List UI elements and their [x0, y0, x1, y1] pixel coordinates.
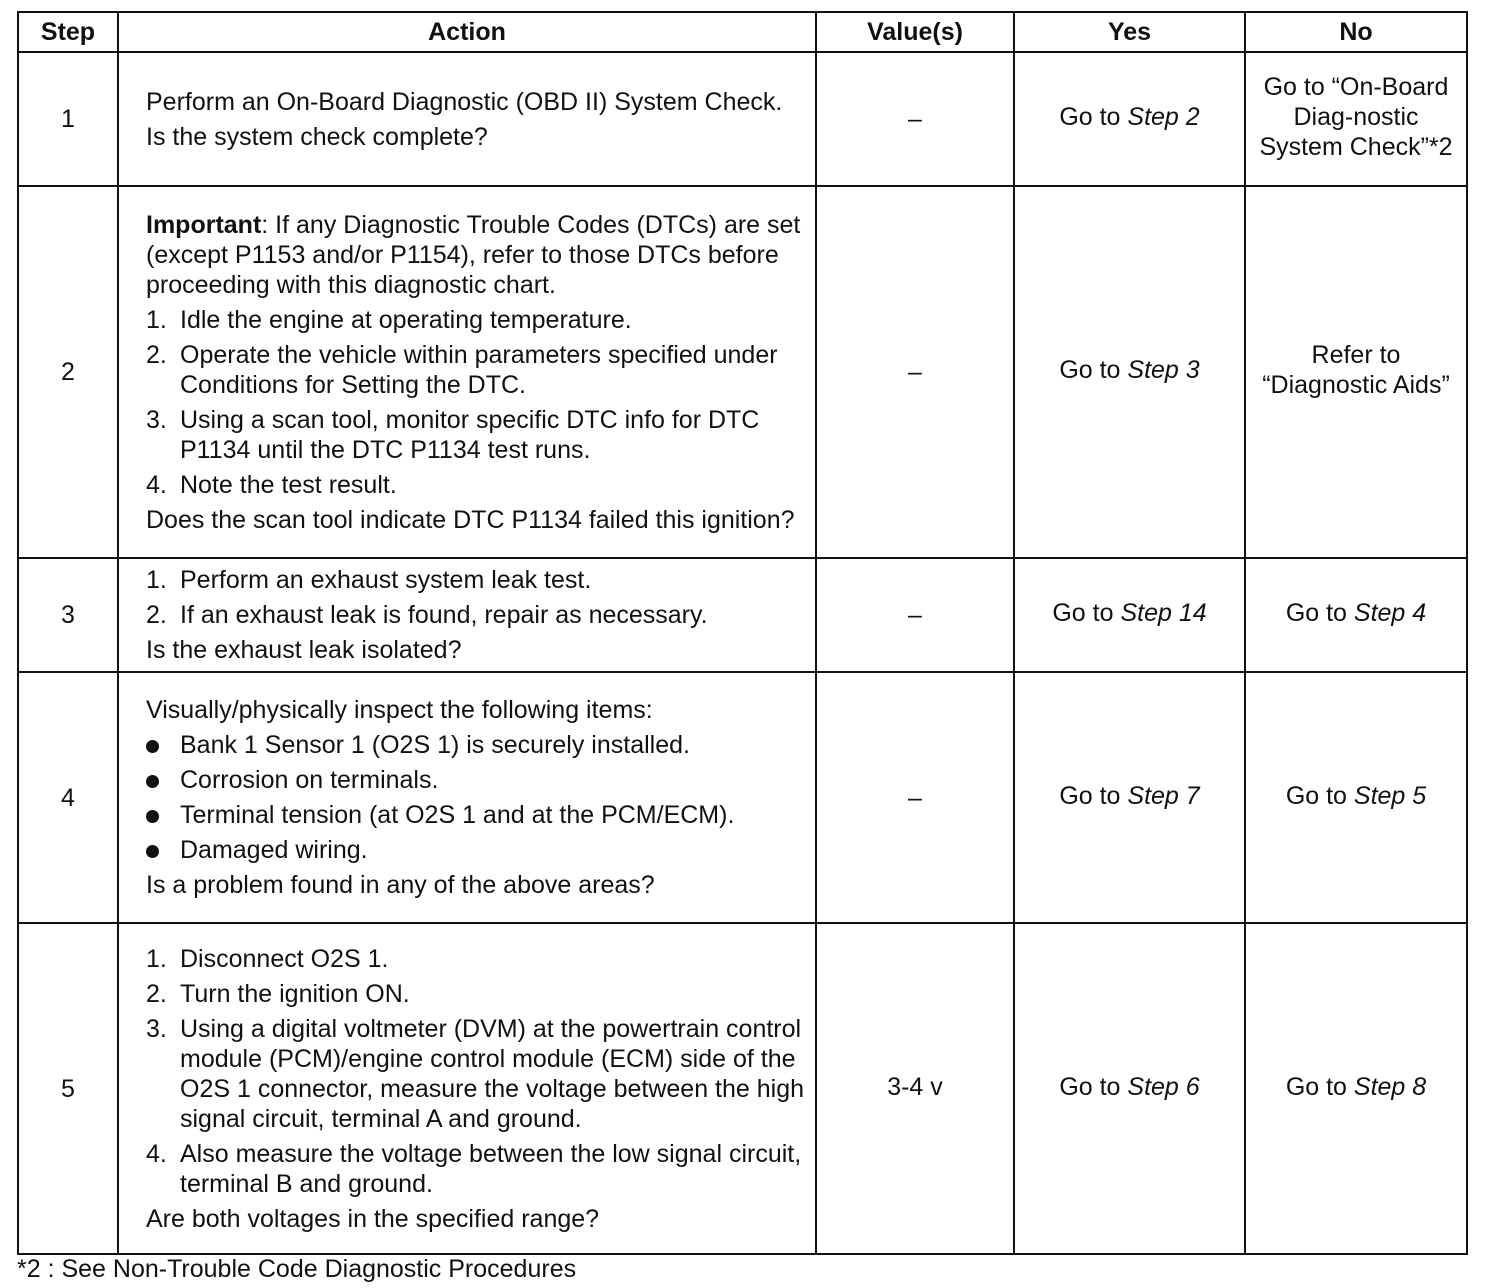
no-step-link: Step 5	[1353, 781, 1427, 810]
list-item	[146, 405, 805, 465]
no-cell	[1245, 186, 1467, 558]
action-intro: Perform an On-Board Diagnostic (OBD II) System Check.	[146, 87, 783, 116]
yes-step-link: Step 7	[1127, 781, 1200, 810]
no-step-link: Step 4	[1353, 599, 1427, 627]
item-text: Corrosion on terminals.	[180, 766, 439, 794]
list-item	[146, 835, 805, 865]
item-text: Turn the ignition ON.	[180, 979, 410, 1008]
no-prefix: Go to	[1285, 1072, 1354, 1101]
item-text: Note the test result.	[180, 470, 397, 499]
important-text: : If any Diagnostic Trouble Codes (DTCs) are set (except P1153 and/or P1154), refer to those DTCs before proceeding with this diagnostic chart.	[146, 210, 801, 299]
action-question: Is the system check complete?	[146, 122, 488, 151]
diagnostic-table	[17, 11, 1468, 1255]
list-item	[146, 470, 805, 500]
yes-cell	[1014, 186, 1245, 558]
item-text: Disconnect O2S 1.	[180, 944, 389, 973]
step-number: 2	[18, 186, 118, 558]
step-number: 3	[18, 558, 118, 672]
item-number: 4.	[146, 1139, 167, 1168]
item-text: Terminal tension (at O2S 1 and at the PCM/ECM).	[180, 801, 735, 829]
no-prefix: Go to	[1285, 599, 1354, 627]
action-cell	[118, 923, 816, 1254]
action-question: Are both voltages in the specified range?	[146, 1204, 600, 1233]
action-cell	[118, 52, 816, 186]
yes-prefix: Go to	[1059, 356, 1128, 384]
item-text: Using a scan tool, monitor specific DTC info for DTC P1134 until the DTC P1134 test runs.	[180, 405, 760, 464]
item-text: Perform an exhaust system leak test.	[180, 566, 592, 594]
no-cell	[1245, 52, 1467, 186]
list-item	[146, 944, 805, 974]
header-no: No	[1245, 12, 1467, 52]
yes-step-link: Step 6	[1127, 1072, 1200, 1101]
yes-cell	[1014, 558, 1245, 672]
value-cell: –	[816, 672, 1014, 923]
yes-step-link: Step 14	[1120, 599, 1207, 627]
item-number: 2.	[146, 340, 167, 369]
list-item	[146, 340, 805, 400]
no-cell	[1245, 672, 1467, 923]
step-number: 4	[18, 672, 118, 923]
list-item	[146, 979, 805, 1009]
list-item	[146, 730, 805, 760]
yes-cell	[1014, 923, 1245, 1254]
action-cell	[118, 186, 816, 558]
table-row	[18, 52, 1467, 186]
no-prefix: Go to	[1285, 781, 1354, 810]
list-item	[146, 305, 805, 335]
step-number: 1	[18, 52, 118, 186]
yes-step-link: Step 2	[1127, 103, 1200, 131]
yes-cell	[1014, 52, 1245, 186]
no-cell	[1245, 558, 1467, 672]
list-item	[146, 1139, 805, 1199]
value-cell: 3-4 v	[816, 923, 1014, 1254]
bullet-icon	[146, 775, 159, 788]
item-text: Bank 1 Sensor 1 (O2S 1) is securely installed.	[180, 731, 690, 759]
yes-prefix: Go to	[1059, 1072, 1128, 1101]
list-item	[146, 600, 805, 630]
header-row	[18, 12, 1467, 52]
item-number: 1.	[146, 944, 167, 973]
table-row	[18, 186, 1467, 558]
yes-cell	[1014, 672, 1245, 923]
item-number: 2.	[146, 601, 167, 629]
table-row	[18, 923, 1467, 1254]
item-text: Operate the vehicle within parameters specified under Conditions for Setting the DTC.	[180, 340, 778, 399]
header-yes: Yes	[1014, 12, 1245, 52]
item-number: 3.	[146, 1014, 167, 1043]
action-question: Is a problem found in any of the above areas?	[146, 871, 655, 899]
bullet-icon	[146, 810, 159, 823]
no-text: Refer to “Diagnostic Aids”	[1262, 341, 1450, 399]
item-text: Damaged wiring.	[180, 836, 368, 864]
yes-prefix: Go to	[1052, 599, 1121, 627]
list-item	[146, 800, 805, 830]
item-text: Also measure the voltage between the low signal circuit, terminal B and ground.	[180, 1139, 802, 1198]
action-cell	[118, 558, 816, 672]
yes-step-link: Step 3	[1127, 356, 1200, 384]
item-text: Idle the engine at operating temperature.	[180, 305, 632, 334]
no-text: Go to “On-Board Diag-nostic System Check”*2	[1259, 73, 1453, 161]
no-step-link: Step 8	[1353, 1072, 1427, 1101]
item-number: 1.	[146, 305, 167, 334]
step-number: 5	[18, 923, 118, 1254]
bullet-icon	[146, 845, 159, 858]
header-value: Value(s)	[816, 12, 1014, 52]
important-note	[146, 210, 805, 300]
action-question: Does the scan tool indicate DTC P1134 failed this ignition?	[146, 505, 795, 534]
header-action: Action	[118, 12, 816, 52]
item-text: If an exhaust leak is found, repair as necessary.	[180, 601, 708, 629]
value-cell: –	[816, 52, 1014, 186]
item-number: 3.	[146, 405, 167, 434]
action-cell	[118, 672, 816, 923]
value-cell: –	[816, 186, 1014, 558]
list-item	[146, 765, 805, 795]
item-number: 2.	[146, 979, 167, 1008]
important-label: Important	[146, 210, 262, 239]
yes-prefix: Go to	[1059, 103, 1128, 131]
item-number: 1.	[146, 566, 167, 594]
action-intro: Visually/physically inspect the following items:	[146, 696, 653, 724]
header-step: Step	[18, 12, 118, 52]
table-row	[18, 672, 1467, 923]
bullet-icon	[146, 740, 159, 753]
item-number: 4.	[146, 470, 167, 499]
no-cell	[1245, 923, 1467, 1254]
list-item	[146, 565, 805, 595]
value-cell: –	[816, 558, 1014, 672]
yes-prefix: Go to	[1059, 781, 1128, 810]
item-text: Using a digital voltmeter (DVM) at the powertrain control module (PCM)/engine control module (ECM) side of the O2S 1 connector, measure the voltage between the high signal circuit, terminal A and ground.	[180, 1014, 805, 1133]
table-row	[18, 558, 1467, 672]
list-item	[146, 1014, 805, 1134]
footnote: *2 : See Non-Trouble Code Diagnostic Procedures	[17, 1255, 577, 1283]
action-question: Is the exhaust leak isolated?	[146, 636, 462, 664]
